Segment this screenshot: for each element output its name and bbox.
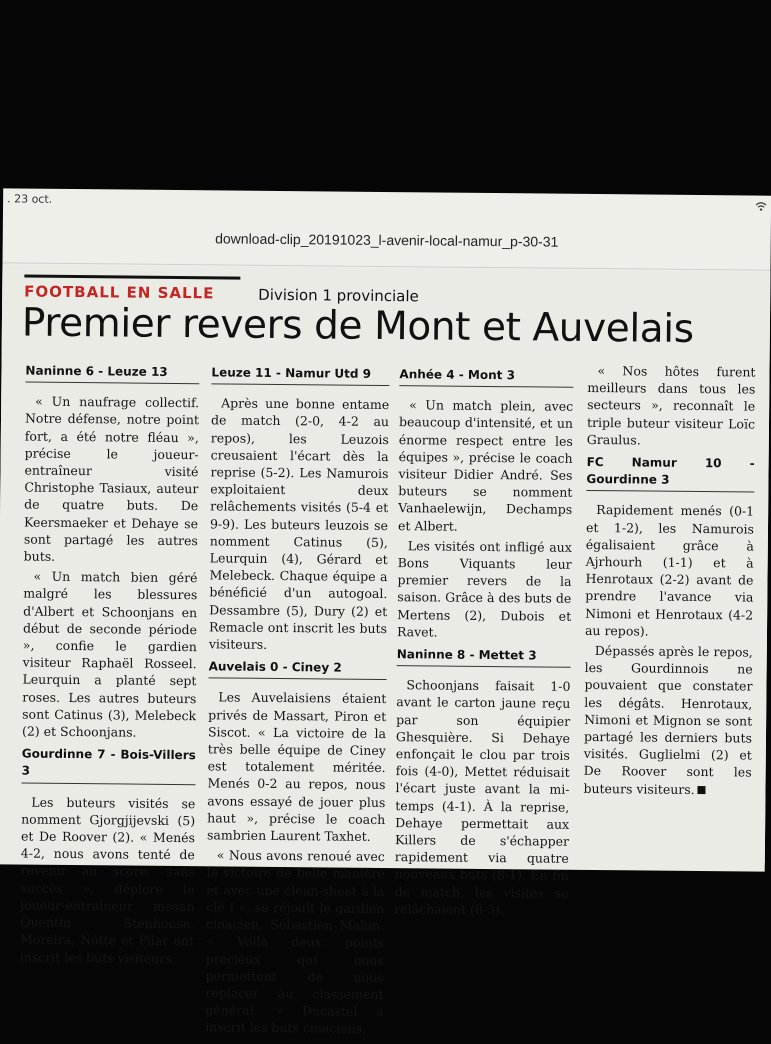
match-paragraph: Les buteurs visités se nomment Gjorgjijevski (5) et De Roover (2). « Menés 4-2, nous avons tenté de revenir au score, sans succès », déplore le joueur-entraîneur mosan Quentin Stenhouse. Moreira, Notte et Pilar ont inscrit les buts visiteurs. xyxy=(19,794,196,966)
match-heading: Naninne 8 - Mettet 3 xyxy=(397,646,571,668)
match-paragraph: Les Auvelaisiens étaient privés de Massart, Piron et Siscot. « La victoire de la très belle équipe de Ciney est totalement méritée. Menés 0-2 au repos, nous avons essayé de jouer plus haut », précise le coach sambrien Laurent Taxhet. xyxy=(206,689,387,844)
section-kicker: FOOTBALL EN SALLE xyxy=(24,282,215,303)
match-heading: Anhée 4 - Mont 3 xyxy=(399,366,573,388)
article-column-4 xyxy=(583,362,755,801)
wifi-icon xyxy=(755,202,767,212)
match-paragraph: Les visités ont infligé aux Bons Viquants leur premier revers de la saison. Grâce à des buts de Mertens (2), Dubois et Ravet. xyxy=(396,538,572,640)
article-column-2 xyxy=(205,358,390,1040)
match-paragraph: « Un match plein, avec beaucoup d'intensité, et un énorme respect entre les équipes », précise le coach visiteur Didier André. Ses buteurs se nomment Vanhaelewijn, Dechamps et Albert. xyxy=(397,397,574,534)
match-paragraph: « Nos hôtes furent meilleurs dans tous les secteurs », reconnaît le triple buteur visiteur Loïc Graulus. xyxy=(586,363,756,448)
match-heading: FC Namur 10 - Gourdinne 3 xyxy=(586,454,754,493)
match-paragraph: « Un naufrage collectif. Notre défense, notre point fort, a été notre fléau », précise le joueur-entraîneur visité Christophe Tasiaux, auteur de quatre buts. De Keersmaeker et Dehaye se sont partagé les autres buts. xyxy=(23,393,200,564)
article-end-mark xyxy=(698,786,706,794)
status-bar xyxy=(3,188,771,217)
article-headline: Premier revers de Mont et Auvelais xyxy=(21,300,694,352)
match-paragraph: Schoonjans faisait 1-0 avant le carton jaune reçu par son équipier Ghesquière. Si Dehaye enfonçait le clou par trois fois (4-0), Mettet réduisait l'écart juste avant la mi-temps (4-1). À la reprise, Dehaye permettait aux Killers de s'échapper rapidement via quatre nouveaux buts (8-1). En fin de match, les visités se relâchaient (8-3). xyxy=(394,677,571,918)
tablet-screen xyxy=(0,188,771,1037)
newspaper-clip[interactable] xyxy=(0,264,770,1037)
match-heading: Auvelais 0 - Ciney 2 xyxy=(209,659,387,681)
match-paragraph: Rapidement menés (0-1 et 1-2), les Namurois égalisaient grâce à Ajrhourh (1-1) et à Henrotaux (2-2) avant de prendre l'avance via Nimoni et Henrotaux (4-2 au repos). xyxy=(584,502,755,639)
match-paragraph: Après une bonne entame de match (2-0, 4-2 au repos), les Leuzois creusaient l'écart dès la reprise (5-2). Les Namurois exploitaient deux relâchements visités (5-4 et 9-9). Les buteurs leuzois se nomment Catinus (5), Leurquin (4), Gérard et Melebeck. Chaque équipe a bénéficié d'un autogoal. Dessambre (5), Dury (2) et Remacle ont inscrit les buts visiteurs. xyxy=(208,395,390,652)
match-paragraph: « Un match bien géré malgré les blessures d'Albert et Schoonjans en début de seconde période », confie le gardien visiteur Raphaël Rosseel. Leurquin a planté sept roses. Les autres buteurs sont Catinus (3), Melebeck (2) et Schoonjans. xyxy=(21,568,198,740)
match-paragraph xyxy=(583,642,752,798)
match-paragraph: « Nous avons renoué avec la victoire de belle manière et avec une clean-sheet à la clé ! », se réjouit le gardien cinacien, Sébastien Mahin. « Voilà deux points précieux qui nous permettent de nous replacer au classement général. » Ducastel a inscrit les buts cinaciens. xyxy=(205,847,385,1037)
status-date: . 23 oct. xyxy=(7,192,53,206)
section-rule xyxy=(24,275,240,280)
match-paragraph-text: Dépassés après le repos, les Gourdinnois ne pouvaient que constater les dégâts. Henrotaux, Nimoni et Mignon se sont partagé les derniers buts visités. Guglielmi (2) et De Roover sont les buteurs visiteurs. xyxy=(583,643,753,797)
document-title: download-clip_20191023_l-avenir-local-namur_p-30-31 xyxy=(215,230,559,250)
section-division: Division 1 provinciale xyxy=(258,285,419,306)
article-column-1 xyxy=(20,357,200,970)
match-heading: Naninne 6 - Leuze 13 xyxy=(25,363,199,385)
match-heading: Gourdinne 7 - Bois-Villers 3 xyxy=(22,746,196,785)
article-column-3 xyxy=(394,360,573,922)
match-heading: Leuze 11 - Namur Utd 9 xyxy=(211,364,389,386)
